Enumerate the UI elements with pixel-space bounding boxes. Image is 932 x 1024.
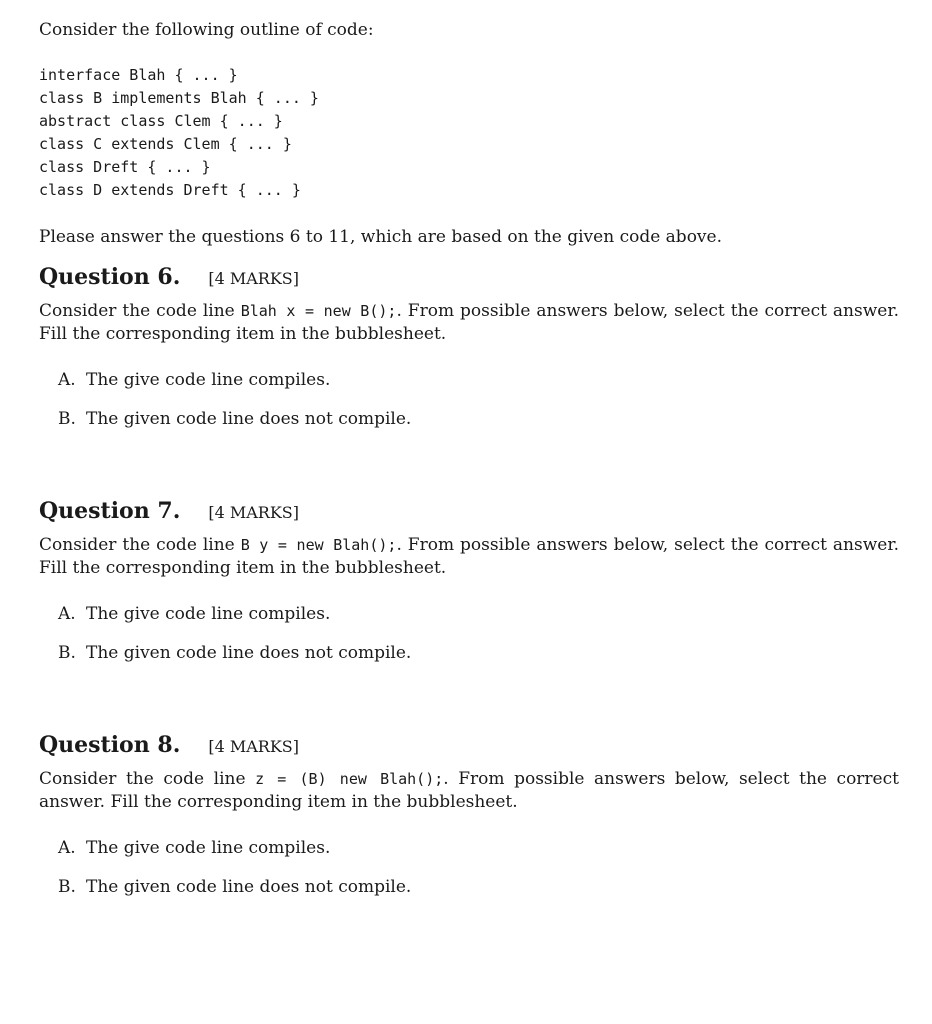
option-text: The give code line compiles. (86, 604, 331, 624)
question-text-before: Consider the code line (39, 769, 256, 789)
question-text-after: . From possible answers below, select the correct answer. Fill the corresponding item in the bubblesheet. (39, 301, 899, 344)
question-code: B y = new Blah(); (240, 536, 397, 554)
code-line: interface Blah { ... } (39, 66, 238, 84)
question-title: Question 7. (39, 498, 181, 524)
option-text: The given code line does not compile. (86, 643, 412, 663)
answer-options (39, 369, 899, 431)
question-text-after: . From possible answers below, select the correct answer. Fill the corresponding item in the bubblesheet. (39, 769, 899, 812)
question-heading (39, 496, 899, 528)
code-line: abstract class Clem { ... } (39, 112, 283, 130)
option-b[interactable] (58, 408, 899, 431)
question-text (39, 768, 899, 814)
question-marks: [4 MARKS] (208, 737, 300, 756)
question-heading (39, 730, 899, 762)
code-line: class B implements Blah { ... } (39, 89, 319, 107)
option-a[interactable] (58, 603, 899, 626)
option-letter: A. (58, 838, 76, 858)
question-text-before: Consider the code line (39, 301, 241, 321)
option-text: The given code line does not compile. (86, 409, 412, 429)
question-code: Blah x = new B(); (240, 302, 397, 320)
code-line: class D extends Dreft { ... } (39, 181, 301, 199)
option-letter: B. (58, 409, 76, 429)
question-text (39, 300, 899, 346)
question-7 (39, 496, 899, 681)
option-letter: A. (58, 370, 76, 390)
code-line: class Dreft { ... } (39, 158, 211, 176)
question-text-before: Consider the code line (39, 535, 241, 555)
option-text: The give code line compiles. (86, 370, 331, 390)
option-b[interactable] (58, 876, 899, 899)
answer-options (39, 603, 899, 665)
option-letter: B. (58, 877, 76, 897)
question-6 (39, 262, 899, 447)
question-marks: [4 MARKS] (208, 269, 300, 288)
question-title: Question 6. (39, 264, 181, 290)
question-code: z = (B) new Blah(); (255, 770, 444, 788)
option-b[interactable] (58, 642, 899, 665)
question-text-after: . From possible answers below, select the correct answer. Fill the corresponding item in the bubblesheet. (39, 535, 899, 578)
question-text (39, 534, 899, 580)
option-letter: B. (58, 643, 76, 663)
answer-options (39, 837, 899, 899)
code-line: class C extends Clem { ... } (39, 135, 292, 153)
option-letter: A. (58, 604, 76, 624)
code-outline (39, 64, 319, 202)
intro-text: Consider the following outline of code: (39, 20, 374, 40)
instructions-text: Please answer the questions 6 to 11, which are based on the given code above. (39, 227, 722, 247)
question-title: Question 8. (39, 732, 181, 758)
question-8 (39, 730, 899, 915)
option-a[interactable] (58, 369, 899, 392)
option-text: The given code line does not compile. (86, 877, 412, 897)
question-marks: [4 MARKS] (208, 503, 300, 522)
question-heading (39, 262, 899, 294)
option-a[interactable] (58, 837, 899, 860)
option-text: The give code line compiles. (86, 838, 331, 858)
